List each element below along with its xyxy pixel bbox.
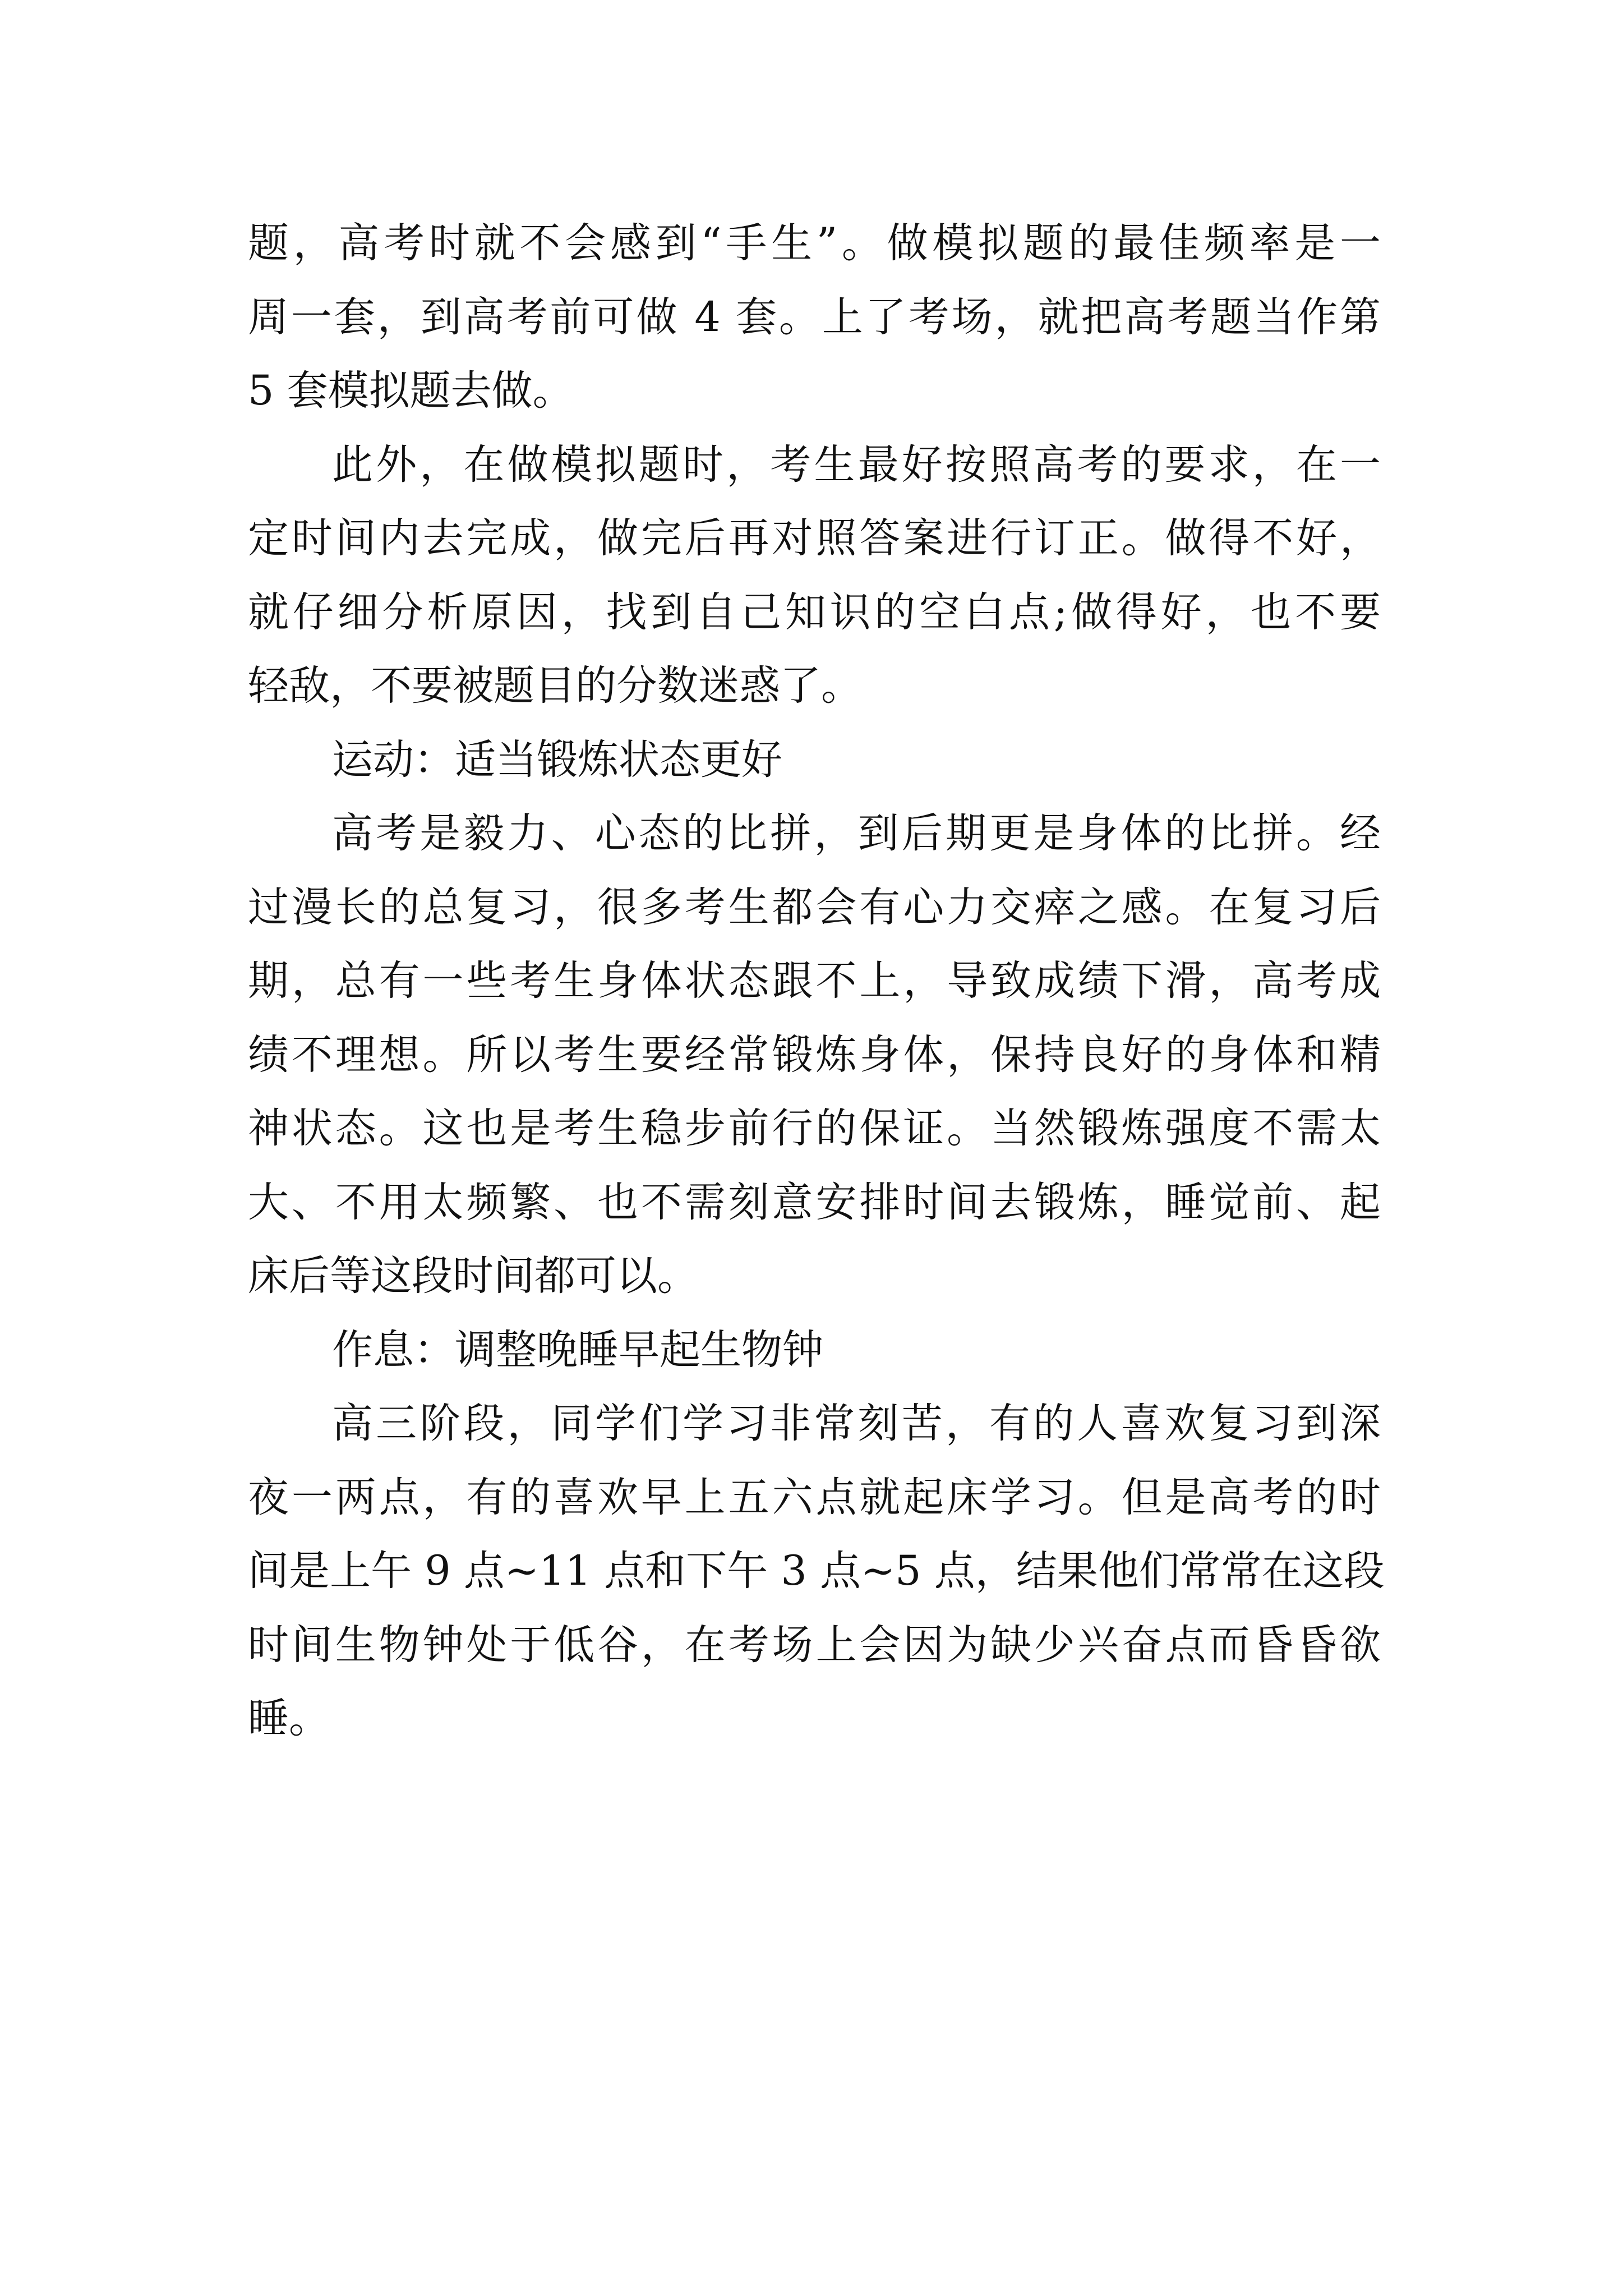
text-line: 夜一两点，有的喜欢早上五六点就起床学习。但是高考的时 xyxy=(248,1473,1381,1521)
text-line: 神状态。这也是考生稳步前行的保证。当然锻炼强度不需太 xyxy=(248,1105,1381,1152)
text-line: 高考是毅力、心态的比拼，到后期更是身体的比拼。经 xyxy=(332,809,1381,857)
text-line: 绩不理想。所以考生要经常锻炼身体，保持良好的身体和精 xyxy=(248,1030,1381,1079)
text-line: 轻敌，不要被题目的分数迷惑了。 xyxy=(248,662,862,710)
text-line: 床后等这段时间都可以。 xyxy=(248,1252,698,1300)
text-line: 时间生物钟处于低谷，在考场上会因为缺少兴奋点而昏昏欲 xyxy=(248,1621,1381,1669)
document-body xyxy=(248,206,1385,1756)
text-line: 睡。 xyxy=(248,1695,330,1742)
text-line: 就仔细分析原因，找到自己知识的空白点;做得好，也不要 xyxy=(248,588,1381,636)
section-heading: 运动：适当锻炼状态更好 xyxy=(332,735,782,784)
section-heading: 作息：调整晚睡早起生物钟 xyxy=(332,1326,823,1374)
text-line: 大、不用太频繁、也不需刻意安排时间去锻炼，睡觉前、起 xyxy=(248,1178,1381,1226)
text-line: 题，高考时就不会感到“手生”。做模拟题的最佳频率是一 xyxy=(248,219,1381,267)
text-line: 周一套，到高考前可做 4 套。上了考场，就把高考题当作第 xyxy=(248,293,1381,341)
text-line: 此外，在做模拟题时，考生最好按照高考的要求，在一 xyxy=(332,440,1381,489)
text-line: 过漫长的总复习，很多考生都会有心力交瘁之感。在复习后 xyxy=(248,883,1381,931)
text-line: 间是上午 9 点~11 点和下午 3 点~5 点，结果他们常常在这段 xyxy=(248,1547,1385,1595)
text-line: 定时间内去完成，做完后再对照答案进行订正。做得不好， xyxy=(248,514,1381,562)
text-line: 高三阶段，同学们学习非常刻苦，有的人喜欢复习到深 xyxy=(332,1400,1381,1447)
text-line: 5 套模拟题去做。 xyxy=(248,367,574,415)
text-line: 期，总有一些考生身体状态跟不上，导致成绩下滑，高考成 xyxy=(248,957,1381,1005)
